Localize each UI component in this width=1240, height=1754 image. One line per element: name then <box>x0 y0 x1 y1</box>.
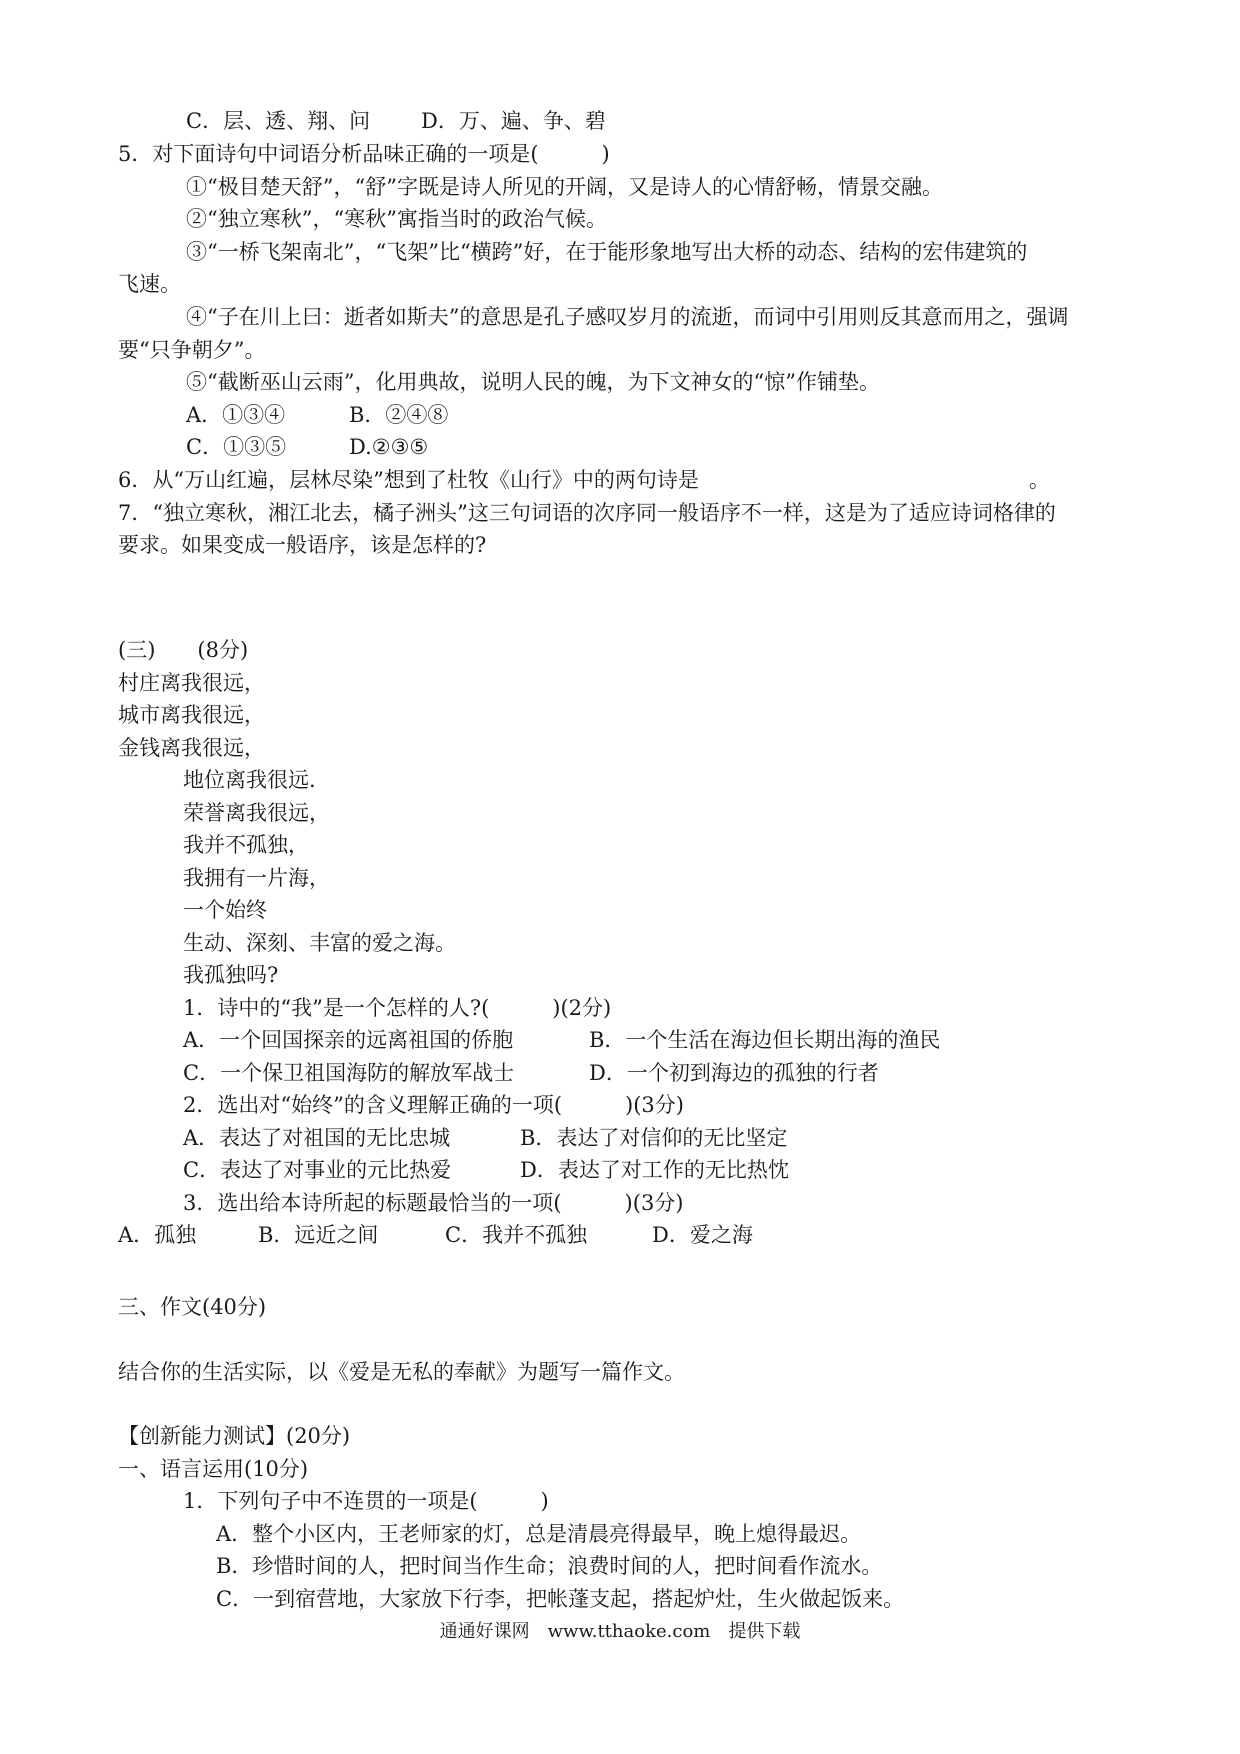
poem-line: 我并不孤独， <box>183 833 309 857</box>
q5-item-4-line1: ④“子在川上曰：逝者如斯夫”的意思是孔子感叹岁月的流逝，而词中引用则反其意而用之，强调 <box>186 305 1069 329</box>
q4-options-cd <box>186 107 606 135</box>
part3-q2-option-c: C．表达了对事业的元比热爱 <box>183 1158 452 1182</box>
q5-item-1: ①“极目楚天舒”，“舒”字既是诗人所见的开阔，又是诗人的心情舒畅，情景交融。 <box>186 175 943 199</box>
poem-line: 一个始终 <box>183 898 267 922</box>
q7-line2: 要求。如果变成一般语序，该是怎样的? <box>118 533 487 557</box>
part3-q3-stem: 3．选出给本诗所起的标题最恰当的一项( )(3分) <box>183 1191 684 1215</box>
poem-line: 生动、深刻、丰富的爱之海。 <box>183 931 456 955</box>
poem-line: 我孤独吗? <box>183 963 279 987</box>
part3-q1-option-b: B．一个生活在海边但长期出海的渔民 <box>589 1028 941 1052</box>
q5-item-3-line1: ③“一桥飞架南北”，“飞架”比“横跨”好，在于能形象地写出大桥的动态、结构的宏伟建筑的 <box>186 240 1028 264</box>
innovation-heading: 【创新能力测试】(20分) <box>118 1424 351 1448</box>
q5-option-d: D.②③⑤ <box>349 435 429 459</box>
q4-option-c: C．层、透、翔、问 <box>186 109 371 133</box>
q5-option-a: A．①③④ <box>186 403 286 427</box>
poem-line: 金钱离我很远， <box>118 736 265 760</box>
innovation-q1-option-b: B．珍惜时间的人，把时间当作生命；浪费时间的人，把时间看作流水。 <box>216 1554 883 1578</box>
composition-prompt: 结合你的生活实际，以《爱是无私的奉献》为题写一篇作文。 <box>118 1360 685 1384</box>
part3-q3-option-a: A．孤独 <box>118 1223 197 1247</box>
q6-line <box>118 466 1050 494</box>
part3-q1-options-cd <box>183 1059 879 1087</box>
q7-line1: 7．“独立寒秋，湘江北去，橘子洲头”这三句词语的次序同一般语序不一样，这是为了适应诗词格律的 <box>118 501 1056 525</box>
page-footer: 通通好课网 www.tthaoke.com 提供下载 <box>439 1621 801 1642</box>
innovation-q1-stem: 1．下列句子中不连贯的一项是( ) <box>183 1489 549 1513</box>
part3-q2-option-b: B．表达了对信仰的无比坚定 <box>520 1126 788 1150</box>
poem-line: 村庄离我很远， <box>118 671 265 695</box>
q5-item-3-line2: 飞速。 <box>118 272 181 296</box>
innovation-q1-option-a: A．整个小区内，王老师家的灯，总是清晨亮得最早，晚上熄得最迟。 <box>216 1522 862 1546</box>
part3-q3-options <box>118 1221 753 1249</box>
q5-option-c: C．①③⑤ <box>186 435 287 459</box>
part3-q3-option-d: D．爱之海 <box>652 1223 753 1247</box>
part3-q1-stem: 1．诗中的“我”是一个怎样的人?( )(2分) <box>183 996 612 1020</box>
q5-option-b: B．②④⑧ <box>349 403 449 427</box>
q5-item-4-line2: 要“只争朝夕”。 <box>118 338 266 362</box>
part3-q1-option-a: A．一个回国探亲的远离祖国的侨胞 <box>183 1028 514 1052</box>
poem-line: 我拥有一片海， <box>183 866 330 890</box>
q5-options-ab <box>186 401 448 429</box>
part3-q1-option-c: C．一个保卫祖国海防的解放军战士 <box>183 1061 515 1085</box>
part3-q3-option-b: B．远近之间 <box>258 1223 379 1247</box>
part3-q2-options-cd <box>183 1156 789 1184</box>
q6-text: 6．从“万山红遍，层林尽染”想到了杜牧《山行》中的两句诗是 <box>118 468 699 492</box>
q5-stem: 5．对下面诗句中词语分析品味正确的一项是( ) <box>118 142 610 166</box>
q5-item-2: ②“独立寒秋”，“寒秋”寓指当时的政治气候。 <box>186 207 607 231</box>
q6-end: 。 <box>1028 468 1050 492</box>
part3-q2-option-d: D．表达了对工作的无比热忱 <box>520 1158 789 1182</box>
part3-q2-options-ab <box>183 1124 787 1152</box>
poem-line: 地位离我很远. <box>183 768 316 792</box>
part3-heading: (三) (8分) <box>118 638 249 662</box>
part3-q3-option-c: C．我并不孤独 <box>445 1223 588 1247</box>
part3-q2-stem: 2．选出对“始终”的含义理解正确的一项( )(3分) <box>183 1093 684 1117</box>
poem-line: 城市离我很远， <box>118 703 265 727</box>
innovation-sub-heading: 一、语言运用(10分) <box>118 1457 309 1481</box>
q5-item-5: ⑤“截断巫山云雨”，化用典故，说明人民的魄，为下文神女的“惊”作铺垫。 <box>186 370 880 394</box>
poem-line: 荣誉离我很远， <box>183 801 330 825</box>
part3-q2-option-a: A．表达了对祖国的无比忠城 <box>183 1126 451 1150</box>
part3-q1-option-d: D．一个初到海边的孤独的行者 <box>589 1061 879 1085</box>
q5-options-cd <box>186 433 428 461</box>
part3-q1-options-ab <box>183 1026 940 1054</box>
innovation-q1-option-c: C．一到宿营地，大家放下行李，把帐蓬支起，搭起炉灶，生火做起饭来。 <box>216 1587 905 1611</box>
q4-option-d: D．万、遍、争、碧 <box>421 109 606 133</box>
composition-heading: 三、作文(40分) <box>118 1295 267 1319</box>
